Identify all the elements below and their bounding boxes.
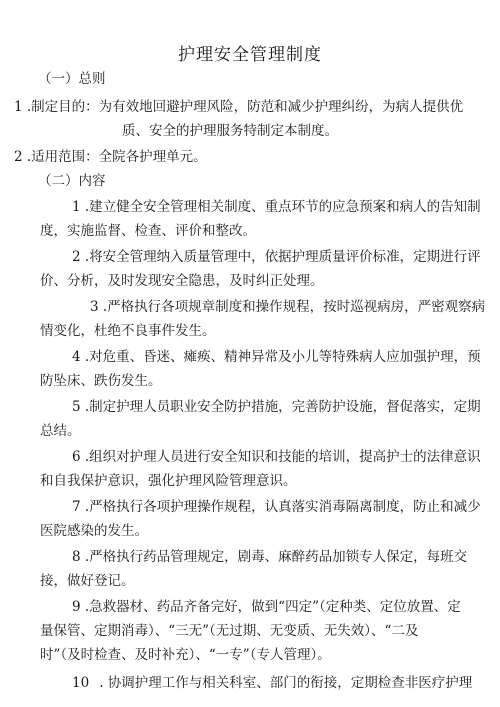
item-number: 9 . <box>72 599 90 615</box>
item-text: 对危重、昏迷、瘫痪、精神异常及小儿等特殊病人应加强护理，预 <box>89 349 481 365</box>
item-text-continuation: 量保管、定期消毒）、“三无”（无过期、无变质、无失效）、“二及 <box>40 623 419 639</box>
item-text: 严格执行药品管理规定，剧毒、麻醉药品加锁专人保定，每班交 <box>89 549 468 565</box>
item-text: 制定护理人员职业安全防护措施，完善防护设施，督促落实，定期 <box>89 399 481 415</box>
list-item <box>72 398 481 416</box>
section-heading-general: （一）总则 <box>38 71 106 87</box>
item-number: 2 . <box>14 149 32 165</box>
item-number: 1 . <box>14 99 32 115</box>
item-number: 4 . <box>72 349 90 365</box>
item-number: 10 <box>72 675 90 691</box>
item-text: 适用范围：全院各护理单元。 <box>31 149 207 165</box>
list-item <box>72 348 481 366</box>
document-title: 护理安全管理制度 <box>178 45 322 65</box>
list-item <box>72 498 481 516</box>
item-text: 严格执行各项护理操作规程，认真落实消毒隔离制度，防止和减少 <box>89 499 481 515</box>
item-text: 急救器材、药品齐备完好，做到“四定”（定种类、定位放置、定 <box>89 599 461 615</box>
item-text-continuation: 时”（及时检查、及时补充）、“一专”（专人管理）。 <box>40 647 331 663</box>
list-item <box>72 198 481 216</box>
item-number: 2 . <box>72 249 90 265</box>
item-number: 1 . <box>72 199 90 215</box>
list-item <box>14 148 207 166</box>
item-number: 5 . <box>72 399 90 415</box>
item-text-continuation: 价、分析，及时发现安全隐患，及时纠正处理。 <box>40 273 324 289</box>
list-item <box>72 548 467 566</box>
item-number: 3 . <box>90 299 108 315</box>
list-item <box>72 448 481 466</box>
item-text-continuation: 总结。 <box>40 423 81 439</box>
list-item <box>72 248 481 266</box>
list-item <box>72 598 461 616</box>
item-text-continuation: 和自我保护意识，强化护理风险管理意识。 <box>40 473 297 489</box>
item-number: 6 . <box>72 449 90 465</box>
item-number: 8 . <box>72 549 90 565</box>
item-text: 制定目的：为有效地回避护理风险，防范和减少护理纠纷，为病人提供优 <box>31 99 464 115</box>
item-number: 7 . <box>72 499 90 515</box>
item-text: 严格执行各项规章制度和操作规程，按时巡视病房，严密观察病 <box>107 299 486 315</box>
item-text-continuation: 度，实施监督、检查、评价和整改。 <box>40 223 256 239</box>
item-text-continuation: 医院感染的发生。 <box>40 523 148 539</box>
item-text: 组织对护理人员进行安全知识和技能的培训，提高护士的法律意识 <box>89 449 481 465</box>
item-text-continuation: 接，做好登记。 <box>40 573 135 589</box>
item-text: 将安全管理纳入质量管理中，依据护理质量评价标准，定期进行评 <box>89 249 481 265</box>
item-text-continuation: 防坠床、跌伤发生。 <box>40 373 162 389</box>
item-text: 建立健全安全管理相关制度、重点环节的应急预案和病人的告知制 <box>89 199 481 215</box>
item-text-continuation: 情变化，杜绝不良事件发生。 <box>40 323 216 339</box>
list-item <box>72 674 472 692</box>
item-text: . 协调护理工作与相关科室、部门的衔接，定期检查非医疗护理 <box>99 675 473 691</box>
section-heading-content: （二）内容 <box>38 173 106 189</box>
list-item <box>90 298 485 316</box>
list-item <box>14 98 463 116</box>
item-text-continuation: 质、安全的护理服务特制定本制度。 <box>122 123 338 139</box>
